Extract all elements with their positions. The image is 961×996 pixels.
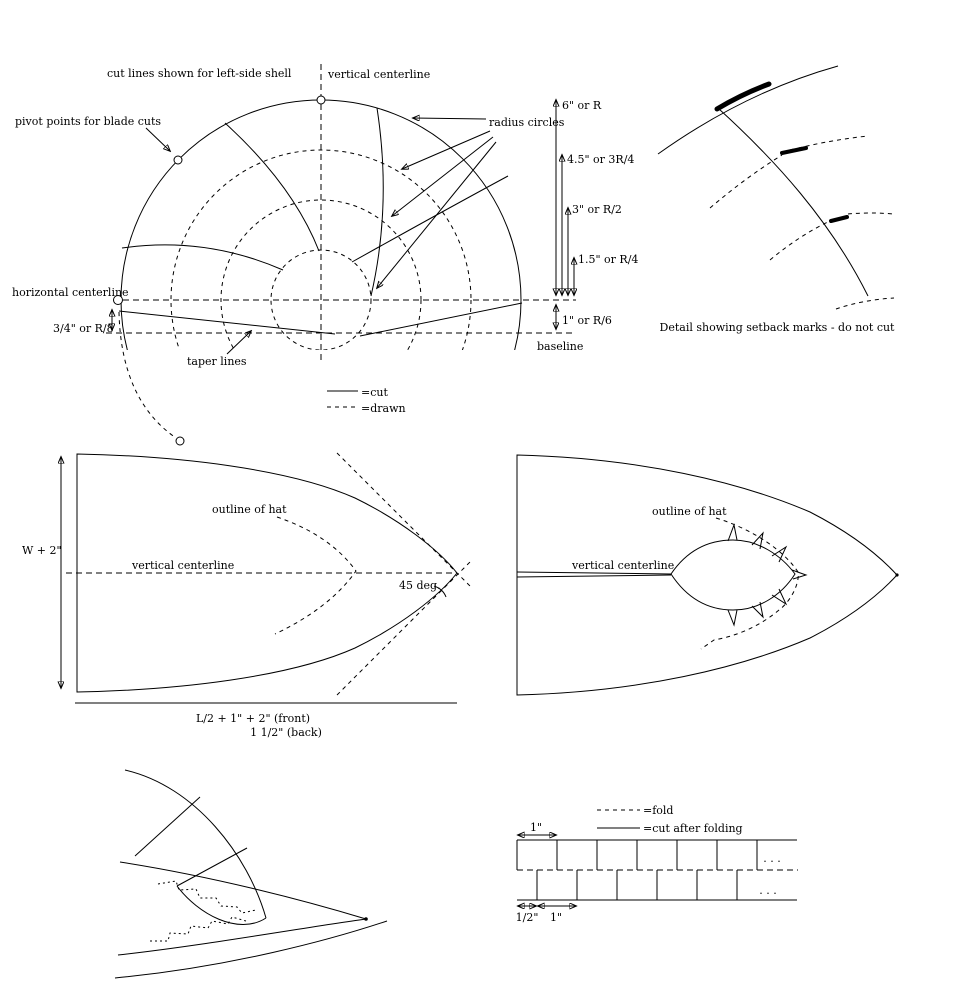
- legend-drawn-label: =drawn: [361, 402, 406, 415]
- setback-mark-1: [717, 84, 769, 109]
- strip-upper-cut-lines: [557, 840, 757, 870]
- strip-ellipsis-lower: . . .: [759, 884, 777, 897]
- blade-cut-line-2: [371, 108, 383, 296]
- tab-row-lower-dotted: [150, 917, 246, 941]
- crown-tip-point: [895, 573, 898, 576]
- centerline-slit-lower: [517, 575, 671, 577]
- radius-label-r: 6" or R: [562, 99, 602, 112]
- blade-cut-line-1: [225, 123, 319, 251]
- notch-tab: [728, 610, 737, 625]
- radius-circles-label: radius circles: [489, 116, 565, 129]
- angle-label: 45 deg.: [399, 579, 441, 592]
- crown-opening-outline: [671, 540, 795, 610]
- angle-line-upper: [337, 453, 471, 587]
- legend-cut-label: =cut: [361, 386, 388, 399]
- fold-strip-figure: [516, 804, 798, 924]
- brim-hat-outline-label: outline of hat: [212, 503, 287, 516]
- brim-outer-edge: [115, 921, 387, 978]
- dome-chord-1: [135, 797, 200, 856]
- detail-arc4: [836, 298, 894, 309]
- brim-pattern-figure: [22, 453, 471, 739]
- crown-brim-outline: [517, 455, 897, 695]
- detail-outer-arc: [658, 66, 838, 154]
- opening-near-edge: [177, 886, 266, 925]
- setback-detail-figure: [658, 66, 895, 334]
- dim-bottom-1in-label: 1": [549, 911, 563, 924]
- pattern-sheet-figure: [12, 64, 638, 500]
- setback-mark-2: [782, 148, 806, 153]
- strip-lower-cut-lines: [537, 870, 737, 900]
- blade-cut-line-3: [122, 245, 283, 270]
- notch-tab: [772, 547, 786, 562]
- brim-hat-outline-chevron: [275, 517, 356, 634]
- strip-ellipsis-upper: . . .: [763, 852, 781, 865]
- detail-arc3-right: [848, 213, 894, 214]
- pivot-label-arrow: [146, 128, 170, 151]
- horizontal-centerline-label: horizontal centerline: [12, 286, 129, 299]
- radius-label-r4: 1.5" or R/4: [578, 253, 639, 266]
- sketch-tip-point: [364, 917, 368, 921]
- radius-label-r2: 3" or R/2: [572, 203, 622, 216]
- pivot-points-label: pivot points for blade cuts: [15, 115, 162, 128]
- taper-line-left: [119, 311, 335, 334]
- vertical-centerline-label: vertical centerline: [328, 68, 431, 81]
- length-front-label: L/2 + 1" + 2" (front): [195, 712, 311, 725]
- brim-upper-edge: [120, 862, 366, 919]
- notch-tab: [728, 525, 737, 541]
- notch-tab: [772, 589, 786, 604]
- dim-bottom-half-label: 1/2": [515, 911, 539, 924]
- line-type-legend: [327, 386, 406, 415]
- taper-line-right: [360, 303, 522, 336]
- pivot-point-top: [317, 96, 325, 104]
- taper-lines-label: taper lines: [187, 355, 247, 368]
- taper-label-arrow: [227, 331, 251, 354]
- centerline-slit-upper: [517, 572, 671, 574]
- radius-arrow-r4: [377, 142, 496, 288]
- length-back-label: 1 1/2" (back): [250, 726, 322, 739]
- assembled-hat-sketch: [115, 770, 387, 978]
- sheet-title-label: cut lines shown for left-side shell: [107, 67, 292, 80]
- crown-hat-outline-label: outline of hat: [652, 505, 727, 518]
- detail-caption: Detail showing setback marks - do not cut: [659, 321, 895, 334]
- pivot-point-dropped: [176, 437, 184, 445]
- legend-cut-after-folding-label: =cut after folding: [643, 822, 743, 835]
- radius-label-r6: 1" or R/6: [562, 314, 612, 327]
- crown-hat-outline-dashed: [701, 518, 798, 649]
- setback-mark-3: [831, 217, 847, 221]
- setback-dim-label: 3/4" or R/8: [53, 322, 114, 335]
- dome-chord-2: [177, 848, 247, 886]
- pivot-point-upper-left: [174, 156, 182, 164]
- leader-to-brim-figure: [119, 312, 176, 438]
- radius-label-3r4: 4.5" or 3R/4: [567, 153, 635, 166]
- width-label: W + 2": [22, 544, 62, 557]
- detail-radial-cut: [719, 109, 868, 296]
- detail-arc3-left: [770, 221, 830, 260]
- brim-centerline-label: vertical centerline: [132, 559, 235, 572]
- dim-top-1in-label: 1": [529, 821, 543, 834]
- blade-cut-line-4: [352, 176, 508, 262]
- crown-centerline-label: vertical centerline: [572, 559, 675, 572]
- radius-arrow-outer: [413, 118, 486, 119]
- crown-opening-figure: [517, 455, 899, 695]
- baseline-label: baseline: [537, 340, 584, 353]
- detail-arc2-left: [710, 155, 782, 208]
- dome-arc: [125, 770, 266, 918]
- legend-fold-label: =fold: [643, 804, 674, 817]
